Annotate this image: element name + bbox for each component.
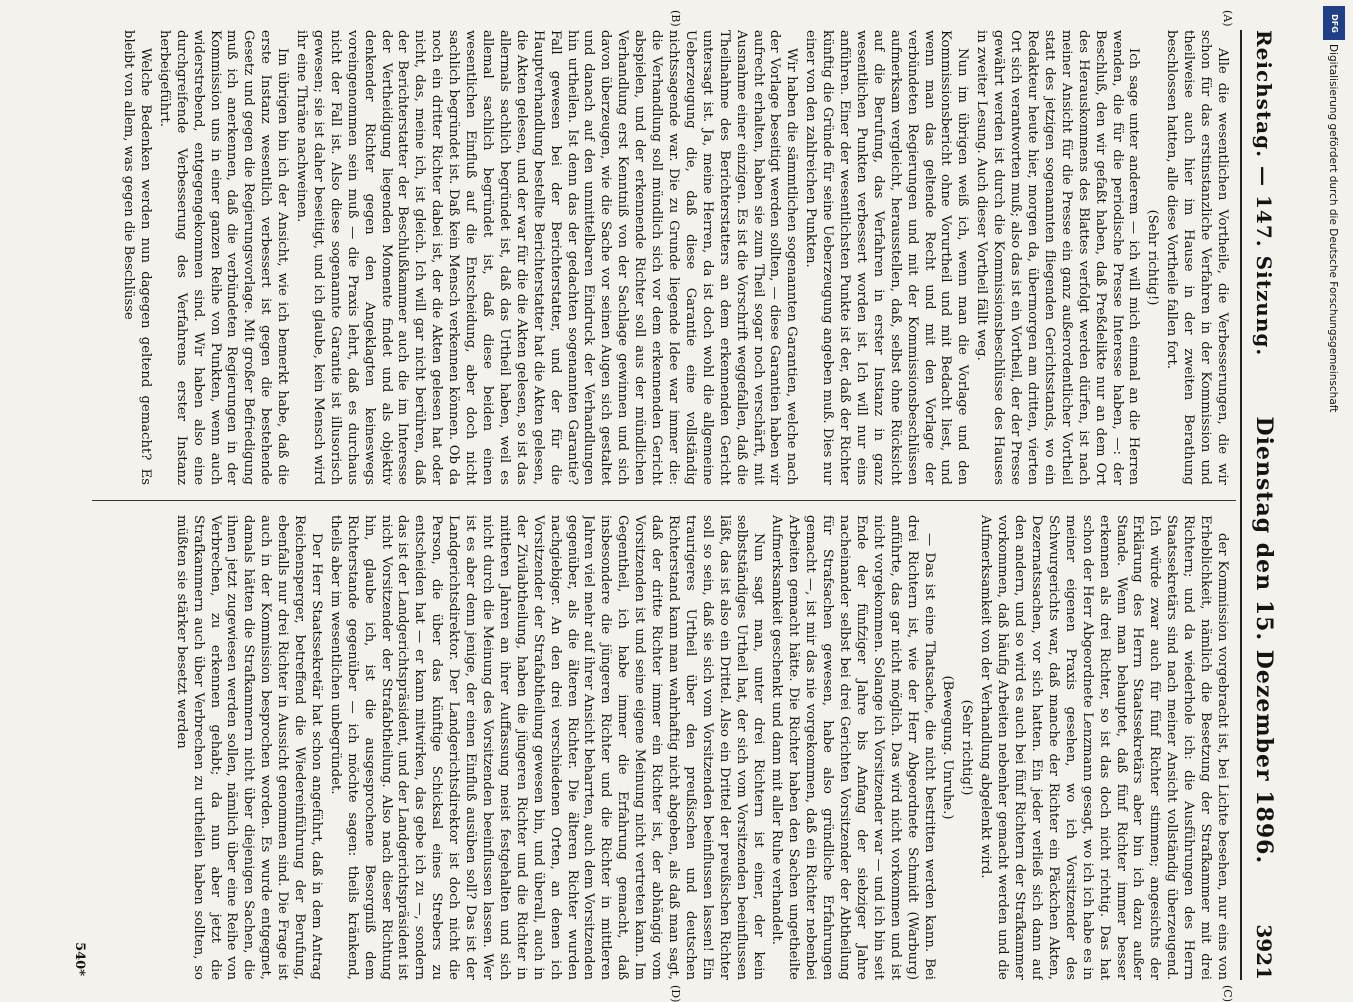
paragraph: Nun im übrigen weiß ich, wenn man die Vorlage und den Kommissionsbericht ohne Vorurtheil und mit Bedacht liest, und wenn man das geltende Recht und mit den Vorlage der verbündeten Regierungen und mit der Kommissionsbeschlüssen aufmerksam vergleicht, herausstellen, daß, selbst ohne Rücksicht auf die Berufung, das Verfahren in erster Instanz in ganz wesentlichen Punkten verbessert worden ist. Ich will nur eins anführen. Einer der wesentlichsten Punkte ist der, daß der Richter künftig die Gründe für seine Ueberzeugung angeben muß. Dies nur einer von den zahlreichen Punkten.	[803, 30, 971, 485]
margin-marker-b: (B)	[669, 10, 682, 27]
header-center: Dienstag den 15. Dezember 1896.	[1251, 416, 1277, 865]
paragraph: Im übrigen bin ich der Ansicht, wie ich bemerkt habe, daß die erste Instanz wesentlich verbessert ist gegen die bestehende Gesetz und gegen die Regierungsvorlage. Mit großer Befriedigung muß ich anerkennen, daß die verbündeten Regierungen in der Kommission uns in einer ganzen Reihe von Punkten, wenn auch widerstrebend, entgegengekommen sind. Wir haben also eine durchgreifende Verbesserung des Verfahrens erster Instanz herbeigeführt.	[156, 30, 291, 485]
paragraph: Ich sage unter anderem — ich will mich einmal an die Herren wenden, die für die periodische Presse Interesse haben, —: der Beschluß, den wir gefaßt haben, daß Preßdelikte nur an dem Ort des Herauskommens des Blattes verfolgt werden dürfen, ist nach meiner Ansicht für die Presse ein ganz außerordentlicher Vortheil statt des jetzigen sogenannten fliegenden Gerichtsstands, wo ein Redakteur heute hier, morgen da, übermorgen am dritten, vierten Ort sich verantworten muß; also das ist ein Vortheil, der der Presse gewährt werden ist durch die Kommissionsbeschlüsse des Hauses in zweiter Lesung. Auch dieser Vortheil fällt weg.	[974, 30, 1142, 485]
paragraph: Nun sagt man, unter drei Richtern ist einer, der kein selbstständiges Urtheil hat, der sich vom Vorsitzenden beeinflussen läßt, das ist also ein Drittel. Also ein Drittel der preußischen Richter soll so sein, daß sie sich vom Vorsitzenden beeinflussen lassen! Ein traurigeres Urtheil über den preußischen und deutschen Richterstand kann man wahrhaftig nicht abgeben, als daß man sagt, daß der dritte Richter immer ein Richter ist, der abhängig vom Vorsitzenden ist und seine eigene Meinung nicht vertreten kann. Im Gegentheil, ich habe immer die Erfahrung gemacht, daß insbesondere die jüngeren Richter und die Richter in mittleren Jahren viel mehr auf ihrer Ansicht beharrten, auch dem Vorsitzenden gegenüber, als die älteren Richter. Die älteren Richter wurden nachgiebiger. An den drei verschiedenen Orten, an denen ich Vorsitzender der Strafabtheilung gewesen bin, und überall, auch in der Zivilabtheilung, haben die jüngeren Richter und die Richter in mittleren Jahren an ihrer Auffassung meist festgehalten und sich nicht durch die Meinung des Vorsitzenden beeinflussen lassen. Wer ist es aber denn jenige, der einen Einfluß ausüben soll? Das ist der Landgerichtsdirektor. Der Landgerichtsdirektor ist doch nicht die Person, die über das künftige Schicksal eines Strebers zu entscheiden hat — er kann mitwirken, das gebe ich zu —, sondern das ist der Landgerichtspräsident, und der Landgerichtspräsident ist nicht Vorsitzender der Strafabtheilung. Also nach dieser Richtung hin, glaube ich, ist die ausgesprochene Besorgniß dem Richterstande gegenüber — ich möchte sagen: theils kränkend, theils aber im wesentlichen unbegründet.	[327, 515, 766, 980]
digitization-sidebar	[1313, 0, 1353, 1000]
interjection: (Sehr richtig!)	[1145, 209, 1161, 306]
header-rule	[1240, 30, 1242, 980]
credit-line	[1313, 44, 1353, 734]
margin-marker-c: (C)	[1221, 985, 1234, 1002]
paragraph: — Das ist eine Thatsache, die nicht bestritten werden kann. Bei drei Richtern ist, wie der Herr Abgeordnete Schmidt (Warburg) anführte, das gar nicht möglich. Das wird nicht vorkommen und ist nicht vorgekommen. Solange ich Vorsitzender war — und ich bin seit Ende der fünfziger Jahre bis Anfang der siebziger Jahre nacheinander selbst bei drei Gerichten Vorsitzender der Abtheilung für Strafsachen gewesen, habe also gründliche Erfahrungen gemacht —, ist mir das nie vorgekommen, daß ein Richter nebenbei Arbeiten gemacht hätte. Die Richter haben den Sachen ungetheilte Aufmerksamkeit geschenkt und dann mit aller Ruhe verhandelt.	[769, 515, 937, 980]
interjection: (Sehr richtig!)	[959, 699, 975, 796]
dfg-logo-icon	[1323, 6, 1345, 40]
page-header	[1244, 30, 1284, 980]
column-divider	[92, 500, 1236, 501]
paragraph: der Kommission vorgebracht ist, bei Lichte besehen, nur eins von Erheblichkeit, nämlich die Besetzung der Strafkammer mit drei Richtern; und da wiederhole ich: die Ausführungen des Herrn Staatssekretärs sind nach meiner Ansicht vollständig überzeugend. Ich würde zwar auch für fünf Richter stimmen; angesichts der Erklärung des Herrn Staatssekretärs aber bin ich dazu außer Stande. Wenn man behauptet, daß fünf Richter immer besser erkennen als drei Richter, so ist das doch nicht richtig. Das hat schon der Herr Abgeordnete Lenzmann gesagt, wo ich ich habe es in meiner eigenen Praxis gesehen, wo ich Vorsitzender des Schwurgerichts war, daß manche der Richter ein Päckchen Akten, Dezernatssachen, vor sich hatten. Ein jeder verließ sich dann auf den andern, und so wird es auch bei fünf Richtern der Strafkammer vorkommen, daß häufig Arbeiten nebenher gemacht werden und die Aufmerksamkeit von der Verhandlung abgelenkt wird.	[978, 515, 1230, 980]
credit-text: Digitalisierung gefördert durch die Deutsche Forschungsgemeinschaft	[1327, 44, 1339, 413]
signature-mark: 540*	[72, 942, 87, 976]
page-number: 3921	[1252, 924, 1276, 980]
column-right	[92, 515, 1230, 980]
paragraph: Wir haben die sämmtlichen sogenannten Garantien, welche nach der Vorlage beseitigt werden sollten, — diese Garantien haben wir aufrecht erhalten, haben sie zum Theil sogar noch verschärft, mit Ausnahme einer einzigen. Es ist die Vorschrift weggefallen, daß die Theilnahme des Berichterstatters an dem erkennenden Gericht untersagt ist. Ja, meine Herren, da ist doch wohl die allgemeine Ueberzeugung die, daß diese Garantie eine vollständig nichtssagende war. Die zu Grunde liegende Idee war immer die: die Verhandlung soll mündlich sich vor dem erkennenden Gericht abspielen, und der erkennende Richter soll aus der mündlichen Verhandlung erst Kenntniß von der Sachlage gewinnen und sich davon überzeugen, wie die Sache vor seinen Augen sich gestaltet und danach auf den unmittelbaren Eindruck der Verhandlungen hin urtheilen. Ist denn das der gedachten sogenannten Garantie? Fall gewesen bei der Berichterstatter, und der für die Hauptverhandlung bestellte Berichterstatter hat die Akten gelesen, die Akten gelesen, und der war für die die Akten gelesen, so ist das allermals sachlich begründet ist, daß das Urtheil haben, weil es allemal sachlich begründet ist, daß diese beiden einen wesentlichen Einfluß auf die Entscheidung, aber doch nicht sachlich begründet ist. Daß kein Mensch verkennen können. Ob da noch ein dritter Richter dabei ist, der die Akten gelesen hat oder nicht, das, meine ich, ist gleich. Ich will gar nicht berühren, daß der Berichterstatter der Beschlußkammer auch die im Interesse der Vertheidigung liegenden Momente findet und als objektiv denkender Richter gegen den Angeklagten keineswegs voreingenommen sein muß — die Praxis lehrt, daß es durchaus nicht der Fall ist. Also diese sogenannte Garantie ist illusorisch gewesen; sie ist daher beseitigt, und ich glaube, kein Mensch wird ihr eine Thräne nachweinen.	[294, 30, 800, 485]
interjection: (Bewegung. Unruhe.)	[940, 675, 956, 820]
scanned-page	[62, 0, 1292, 1000]
margin-marker-d: (D)	[669, 985, 682, 1002]
paragraph: Der Herr Staatssekretär hat schon angeführt, daß in dem Antrag Reichensperger, betreffend die Wiedereinführung der Berufung, ebenfalls nur drei Richter in Aussicht genommen sind. Die Frage ist auch in der Kommission besprochen worden. Es wurde entgegnet, damals hätten die Strafkammern nicht über diejenigen Sachen, die ihnen jetzt zugewiesen werden sollen, nämlich über eine Reihe von Verbrechen, zu erkennen gehabt; da nun aber jetzt die Strafkammern auch über Verbrechen zu urtheilen haben sollten, so müßten sie stärker besetzt werden	[173, 515, 324, 980]
paragraph: Alle die wesentlichen Vortheile, die Verbesserungen, die wir schon für das erstinstanzliche Verfahren in der Kommission und theilweise auch hier im Hause in der zweiten Berathung beschlossen hatten, alle diese Vortheile fallen fort.	[1164, 30, 1230, 485]
rotated-page-content	[62, 0, 1292, 1000]
margin-marker-a: (A)	[1221, 10, 1234, 27]
paragraph: Welche Bedenken werden nun dagegen geltend gemacht? Es bleibt von allem, was gegen die Beschlüsse	[121, 30, 153, 485]
column-left	[92, 30, 1230, 485]
dfg-logo-text: DFG	[1329, 13, 1339, 33]
header-left: Reichstag. — 147. Sitzung.	[1252, 30, 1276, 357]
